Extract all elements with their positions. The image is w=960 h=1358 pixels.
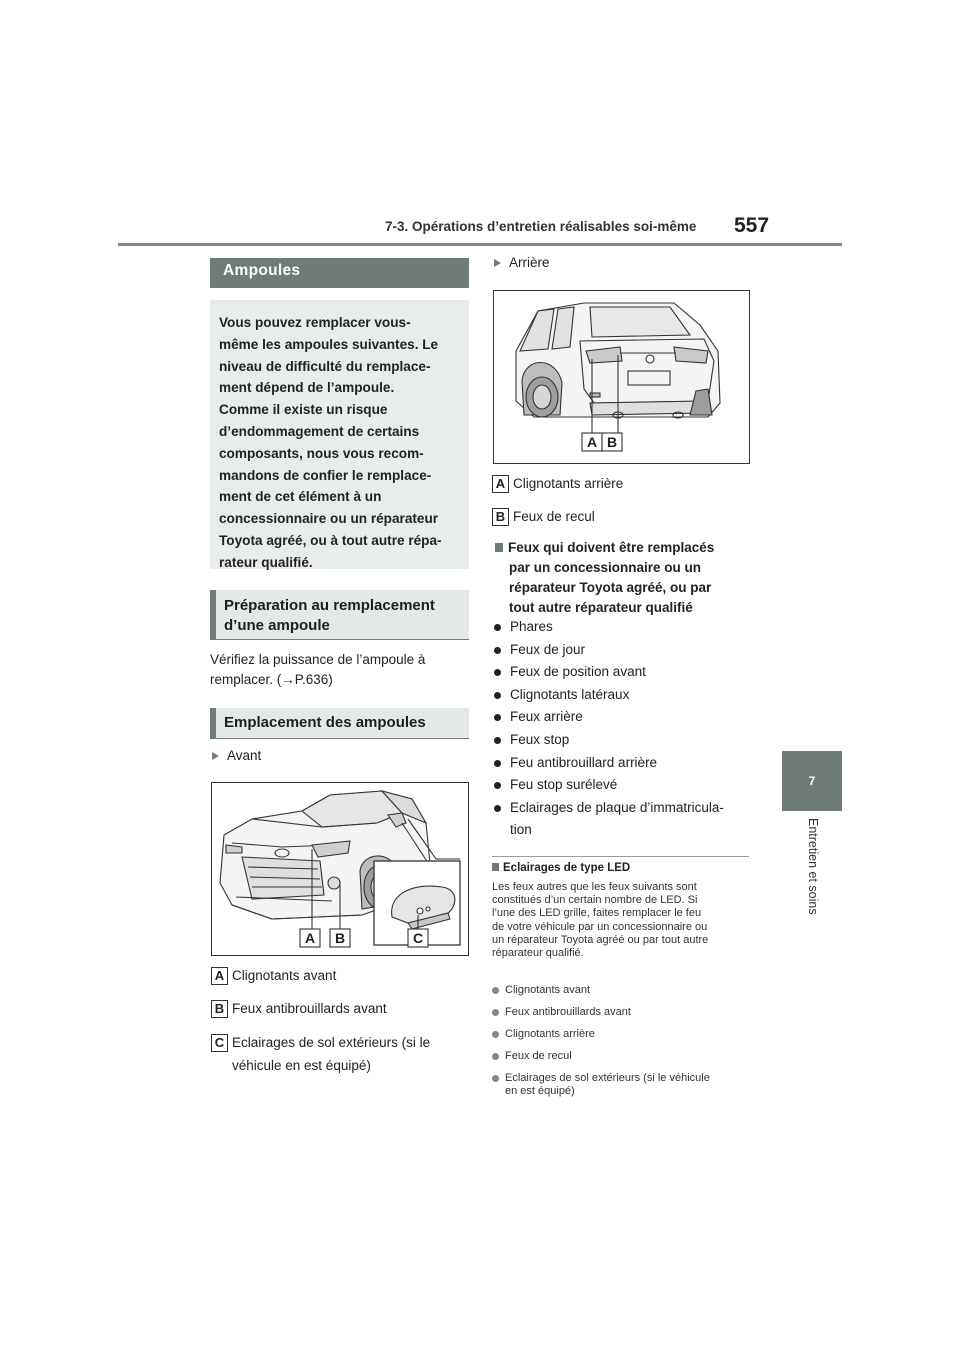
dealer-heading (509, 538, 749, 618)
led-rule (492, 856, 749, 857)
list-item: Feux arrière (494, 706, 750, 729)
chapter-label (800, 818, 824, 948)
intro-line: composants, nous vous recom- (219, 445, 424, 461)
dealer-list-container (494, 616, 750, 841)
list-item: Phares (494, 616, 750, 639)
preparation-heading (210, 590, 469, 640)
list-item: Clignotants avant (492, 984, 750, 997)
dealer-heading-line: tout autre réparateur qualifié (509, 600, 693, 615)
section-header: 7-3. Opérations d’entretien réalisables soi-même (385, 219, 697, 234)
list-item: Feu stop surélevé (494, 774, 750, 797)
list-item: Feux de jour (494, 639, 750, 662)
front-callout-boxes (300, 929, 428, 947)
intro-line: rateur qualifié. (219, 554, 313, 570)
intro-line: concessionnaire ou un réparateur (219, 511, 439, 527)
list-item: Feux antibrouillards avant (492, 1006, 750, 1019)
led-list (492, 984, 750, 1085)
intro-line: Vous pouvez remplacer vous- (219, 315, 411, 330)
list-item: Feux de recul (492, 1050, 750, 1063)
chapter-label-text: Entretien et soins (806, 818, 820, 915)
square-bullet-icon (495, 543, 503, 552)
intro-line: Toyota agréé, ou à tout autre répa- (219, 532, 442, 548)
led-text-line: de votre véhicule par un concessionnaire ou (492, 920, 708, 933)
front-legend-c (211, 1033, 430, 1053)
list-item: Feu antibrouillard arrière (494, 752, 750, 775)
chapter-tab: 7 (782, 751, 842, 811)
intro-line: Comme il existe un risque (219, 402, 388, 418)
front-figure (211, 782, 469, 956)
rear-callout-boxes (582, 433, 622, 451)
rear-legend-b (492, 507, 595, 527)
front-callout-a: A (304, 930, 316, 946)
intro-line: mandons de confier le remplace- (219, 467, 432, 483)
front-legend-b (211, 999, 387, 1019)
legend-letter: C (211, 1034, 228, 1052)
dealer-list (494, 616, 750, 819)
intro-line: ment de cet élément à un (219, 489, 382, 505)
intro-line: ment dépend de l’ampoule. (219, 380, 395, 396)
rear-car-illustration (494, 291, 749, 463)
list-item: Feux stop (494, 729, 750, 752)
header-rule (118, 243, 842, 246)
front-legend-c-line2: véhicule en est équipé) (232, 1058, 371, 1073)
preparation-heading-line: d’une ampoule (224, 617, 330, 634)
rear-callout-a: A (586, 434, 598, 450)
intro-line: même les ampoules suivantes. Le (219, 336, 439, 352)
list-item-continuation: tion (510, 822, 532, 838)
legend-letter: A (492, 475, 509, 493)
intro-line: d’endommagement de certains (219, 423, 420, 439)
legend-text: Feux de recul (513, 509, 595, 524)
led-text (492, 881, 750, 960)
intro-line: niveau de difficulté du remplace- (219, 358, 431, 374)
led-heading (492, 862, 630, 874)
led-list-container (492, 984, 750, 1098)
dealer-heading-line (509, 538, 749, 558)
rear-label: Arrière (494, 255, 550, 270)
dealer-heading-line: par un concessionnaire ou un (509, 560, 702, 575)
emplacement-heading: Emplacement des ampoules (210, 708, 469, 739)
front-car-illustration (212, 783, 468, 955)
led-text-line: constitués d’un certain nombre de LED. Si (492, 894, 698, 907)
list-item: Clignotants latéraux (494, 684, 750, 707)
legend-letter: B (211, 1000, 228, 1018)
front-callout-c: C (412, 930, 424, 946)
front-callout-b: B (334, 930, 346, 946)
rear-legend-a (492, 474, 623, 494)
led-text-line: l’une des LED grille, faites remplacer le feu (492, 907, 702, 920)
intro-box (210, 300, 469, 569)
rear-figure (493, 290, 750, 464)
preparation-heading-line: Préparation au remplacement (224, 597, 435, 614)
square-bullet-icon (492, 863, 499, 871)
preparation-text (210, 650, 425, 690)
preparation-text-line: Vérifiez la puissance de l’ampoule à (210, 652, 426, 667)
page-number: 557 (734, 214, 770, 237)
front-label: Avant (212, 748, 261, 763)
front-legend-a (211, 966, 336, 986)
list-item: Eclairages de sol extérieurs (si le véhicule (492, 1072, 750, 1085)
legend-letter: B (492, 508, 509, 526)
list-item: Feux de position avant (494, 661, 750, 684)
legend-text: Clignotants avant (232, 968, 337, 983)
legend-letter: A (211, 967, 228, 985)
legend-text: Feux antibrouillards avant (232, 1001, 387, 1016)
list-item: Eclairages de plaque d’immatricula- (494, 797, 750, 820)
dealer-heading-text: Feux qui doivent être remplacés (508, 540, 715, 555)
legend-text: Clignotants arrière (513, 476, 624, 491)
led-text-line: Les feux autres que les feux suivants sont (492, 881, 697, 893)
dealer-heading-line: réparateur Toyota agréé, ou par (509, 580, 712, 595)
led-text-line: un réparateur Toyota agréé ou par tout autre (492, 933, 709, 946)
led-text-line: réparateur qualifié. (492, 947, 584, 960)
preparation-text-line: remplacer. (→P.636) (210, 672, 333, 687)
list-item-continuation: en est équipé) (505, 1085, 575, 1097)
legend-text: Eclairages de sol extérieurs (si le (232, 1035, 431, 1050)
led-heading-text: Eclairages de type LED (503, 862, 631, 874)
list-item: Clignotants arrière (492, 1028, 750, 1041)
rear-callout-b: B (606, 434, 618, 450)
ampoules-title: Ampoules (210, 258, 469, 288)
